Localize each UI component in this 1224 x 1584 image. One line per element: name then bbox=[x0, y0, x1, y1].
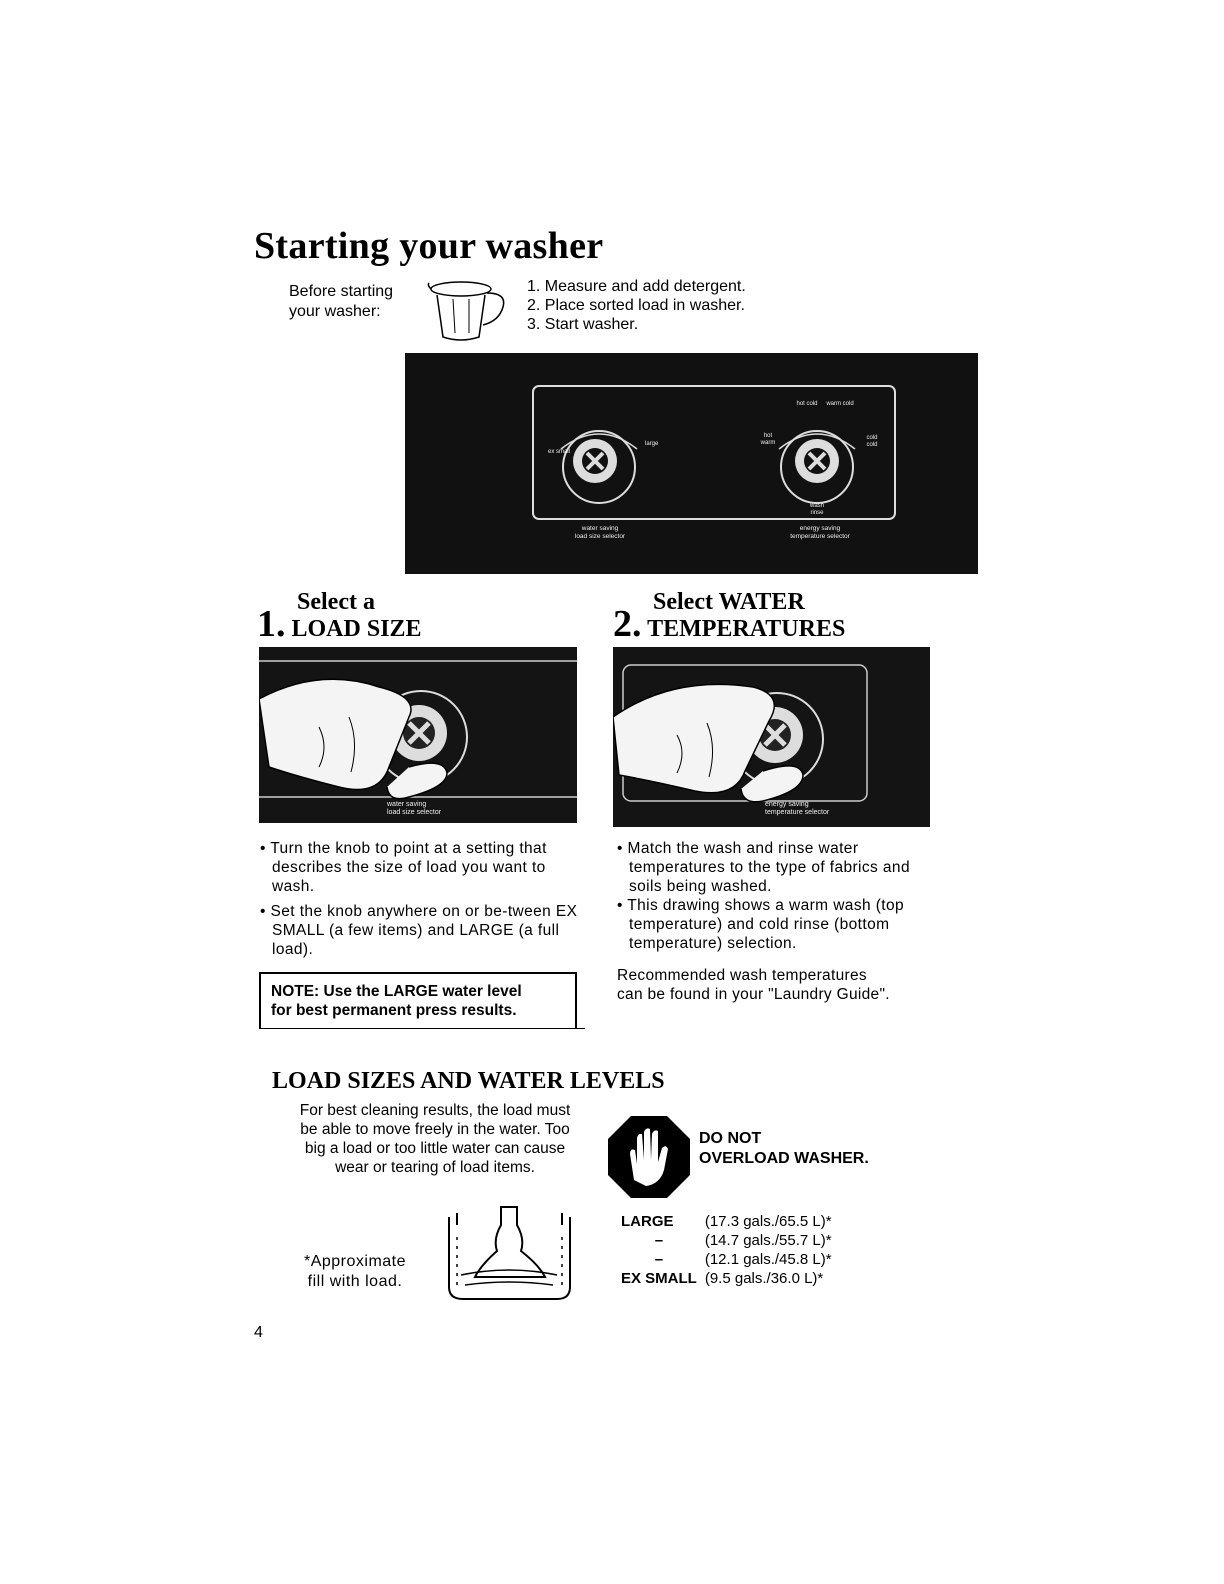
load-size-caption-line1: water saving bbox=[581, 525, 619, 532]
water-level-name: EX SMALL bbox=[621, 1270, 697, 1287]
measuring-cup-icon bbox=[425, 277, 511, 345]
photo1-caption bbox=[387, 801, 477, 817]
before-label-line2: your washer: bbox=[289, 303, 381, 320]
photo2-caption-line1: energy saving bbox=[765, 801, 809, 808]
warning-line1: DO NOT bbox=[699, 1130, 762, 1147]
note-line1: NOTE: Use the LARGE water level bbox=[271, 983, 522, 1000]
section2-bullet: • This drawing shows a warm wash (top temperature) and cold rinse (bottom temperature) selection. bbox=[617, 897, 905, 952]
warning-line2: OVERLOAD WASHER. bbox=[699, 1150, 869, 1167]
table-row bbox=[621, 1250, 832, 1269]
table-row bbox=[621, 1212, 832, 1231]
levels-title: LOAD SIZES AND WATER LEVELS bbox=[272, 1068, 665, 1094]
control-panel-drawing bbox=[405, 353, 978, 574]
section2-instructions bbox=[617, 839, 937, 959]
temp-label-warm-cold: warm cold bbox=[826, 401, 854, 407]
section1-bullet-text: Set the knob anywhere on or be-tween EX SMALL (a few items) and LARGE (a full load). bbox=[270, 903, 578, 958]
before-steps-list bbox=[527, 277, 746, 334]
hand-turning-knob-drawing bbox=[259, 647, 577, 823]
photo2-caption-line2: temperature selector bbox=[765, 809, 830, 816]
dial-label-ex-small: ex small bbox=[547, 449, 570, 455]
dial-label-large: large bbox=[645, 441, 659, 447]
photo1-caption-line2: load size selector bbox=[387, 809, 442, 816]
section2-title: TEMPERATURES bbox=[647, 616, 846, 642]
section1-number: 1. bbox=[257, 603, 286, 645]
recommend-line2: can be found in your "Laundry Guide". bbox=[617, 986, 890, 1003]
section1-bullet: • Set the knob anywhere on or be-tween EX SMALL (a few items) and LARGE (a full load). bbox=[260, 903, 578, 958]
step-item: 2. Place sorted load in washer. bbox=[527, 297, 745, 314]
section1-bullet: • Turn the knob to point at a setting that describes the size of load you want to wash. bbox=[260, 840, 547, 895]
water-level-amount: (9.5 gals./36.0 L)* bbox=[704, 1270, 824, 1287]
stop-hand-icon bbox=[606, 1114, 692, 1200]
page-number: 4 bbox=[254, 1324, 263, 1341]
water-level-name: LARGE bbox=[621, 1213, 674, 1230]
section2-bullet-text: Match the wash and rinse water temperatures to the type of fabrics and soils being washed. bbox=[627, 840, 910, 895]
load-size-caption-line2: load size selector bbox=[574, 533, 626, 540]
water-level-name: – bbox=[654, 1251, 664, 1268]
table-row bbox=[621, 1269, 832, 1288]
recommend-line1: Recommended wash temperatures bbox=[617, 967, 867, 984]
note-box bbox=[259, 972, 577, 1028]
water-level-name: – bbox=[654, 1232, 664, 1249]
section2-heading bbox=[613, 603, 846, 645]
step-item: 3. Start washer. bbox=[527, 316, 639, 333]
section1-bullet-text: Turn the knob to point at a setting that describes the size of load you want to wash. bbox=[270, 840, 547, 895]
control-panel-image bbox=[405, 353, 978, 574]
water-level-amount: (12.1 gals./45.8 L)* bbox=[704, 1251, 832, 1268]
note-line2: for best permanent press results. bbox=[271, 1002, 517, 1019]
load-size-caption bbox=[545, 525, 655, 541]
section2-bullet-text: This drawing shows a warm wash (top temperature) and cold rinse (bottom temperature) selection. bbox=[627, 897, 905, 952]
temperature-dial bbox=[779, 431, 855, 503]
approximate-fill-note bbox=[285, 1252, 425, 1292]
overload-warning bbox=[699, 1129, 869, 1169]
hand-turning-temperature-knob-drawing bbox=[613, 647, 930, 827]
temperature-caption-line1: energy saving bbox=[799, 525, 841, 532]
temp-label-hot-warm: hot warm bbox=[760, 433, 776, 446]
levels-intro: For best cleaning results, the load must be able to move freely in the water. Too big a load or too little water can cause wear or tearing of load items. bbox=[299, 1102, 571, 1176]
temp-label-hot-cold: hot cold bbox=[796, 401, 818, 407]
load-size-knob-photo bbox=[259, 647, 577, 823]
section1-subtitle: Select a bbox=[297, 589, 375, 615]
temperature-caption-line2: temperature selector bbox=[790, 533, 850, 540]
page-title: Starting your washer bbox=[254, 225, 604, 267]
section2-bullet: • Match the wash and rinse water temperatures to the type of fabrics and soils being washed. bbox=[617, 840, 910, 895]
water-level-amount: (14.7 gals./55.7 L)* bbox=[704, 1232, 832, 1249]
before-starting-label bbox=[289, 282, 393, 322]
water-level-amount: (17.3 gals./65.5 L)* bbox=[704, 1213, 832, 1230]
approx-line1: *Approximate bbox=[303, 1253, 407, 1270]
load-size-dial bbox=[561, 431, 637, 503]
recommended-temperatures-note bbox=[617, 966, 890, 1004]
note-box-underline bbox=[259, 1028, 585, 1029]
section2-subtitle: Select WATER bbox=[653, 589, 805, 615]
photo1-caption-line1: water saving bbox=[387, 801, 427, 808]
before-label-line1: Before starting bbox=[289, 283, 394, 300]
washer-tub-agitator-icon bbox=[445, 1203, 575, 1303]
table-row bbox=[621, 1231, 832, 1250]
temperature-knob-photo bbox=[613, 647, 930, 827]
temperature-caption bbox=[765, 525, 875, 541]
water-level-table bbox=[621, 1212, 832, 1288]
section1-title: LOAD SIZE bbox=[291, 616, 422, 642]
section1-instructions bbox=[260, 839, 580, 965]
section2-number: 2. bbox=[613, 603, 642, 645]
step-item: 1. Measure and add detergent. bbox=[527, 278, 746, 295]
temp-label-wash-rinse: wash rinse bbox=[809, 503, 824, 516]
approx-line2: fill with load. bbox=[307, 1273, 403, 1290]
temp-label-cold-cold: cold cold bbox=[866, 435, 878, 448]
section1-heading bbox=[257, 603, 422, 645]
photo2-caption bbox=[765, 801, 855, 817]
